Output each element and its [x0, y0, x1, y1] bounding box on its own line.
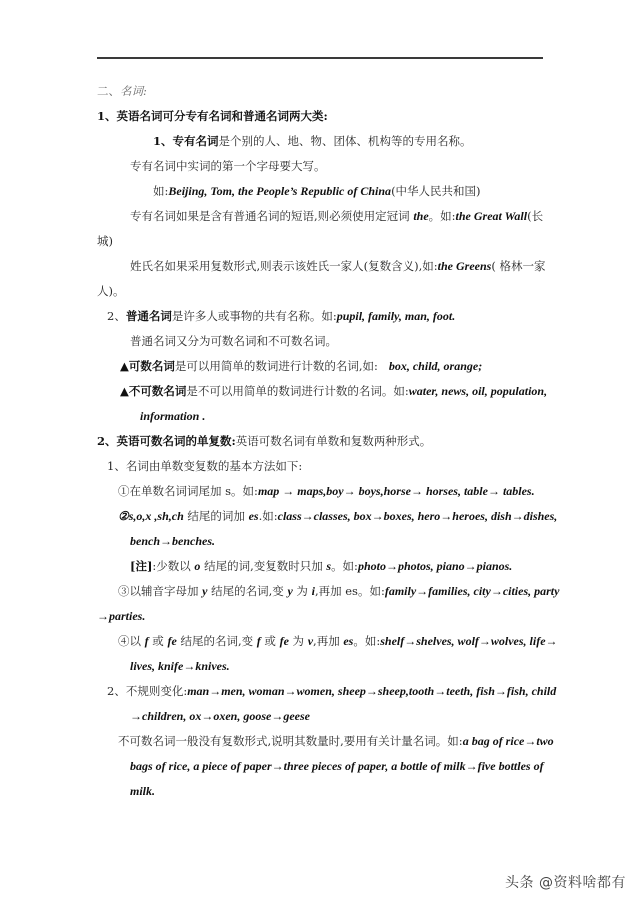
- plural-rule-2-cont: bench→benches.: [130, 534, 215, 548]
- capitalization-rule: 专有名词中实词的第一个字母要大写。: [130, 159, 326, 173]
- common-noun-definition: 2、普通名词是许多人或事物的共有名称。如:pupil, family, man, foot.: [107, 309, 456, 323]
- irregular-plurals: 2、不规则变化:man→men, woman→women, sheep→sheep,tooth→teeth, fish→fish, child: [107, 684, 557, 698]
- plural-rules-intro: 1、名词由单数变复数的基本方法如下:: [107, 459, 303, 473]
- surname-rule: 姓氏名如果采用复数形式,则表示该姓氏一家人(复数含义),如:the Greens( 格林一家: [130, 259, 546, 273]
- irregular-plurals-cont: →children, ox→oxen, goose→geese: [130, 709, 310, 723]
- triangle-bullet-icon: ▲: [120, 384, 129, 398]
- triangle-bullet-icon: ▲: [120, 359, 129, 373]
- proper-noun-label: 专有名词: [172, 134, 219, 148]
- plural-rule-4-cont: lives, knife→knives.: [130, 659, 230, 673]
- proper-noun-example: 如:Beijing, Tom, the People’s Republic of China(中华人民共和国): [153, 184, 481, 198]
- plural-rule-3: ③以辅音字母加 y 结尾的名词,变 y 为 i,再加 es。如:family→families, city→cities, party: [118, 584, 560, 598]
- uncountable-measure-cont-2: milk.: [130, 784, 156, 798]
- watermark: 头条 @资料啥都有: [505, 875, 626, 891]
- plural-rule-note: [注]:少数以 o 结尾的词,变复数时只加 s。如:photo→photos, piano→pianos.: [130, 559, 513, 573]
- heading-noun-categories: 1、英语名词可分专有名词和普通名词两大类:: [97, 109, 328, 123]
- section-name: 名词:: [120, 84, 147, 98]
- phrase-rule: 专有名词如果是含有普通名词的短语,则必须使用定冠词 the。如:the Great Wall(长: [130, 209, 544, 223]
- uncountable-examples-cont: information .: [140, 409, 206, 423]
- countable-definition: ▲可数名词是可以用简单的数词进行计数的名词,如: box, child, orange;: [120, 359, 483, 373]
- phrase-rule-cont: 城): [97, 234, 113, 248]
- plural-rule-3-cont: →parties.: [97, 609, 146, 623]
- section-number: 二、: [97, 84, 120, 98]
- uncountable-definition: ▲不可数名词是不可以用简单的数词进行计数的名词。如:water, news, oil, population,: [120, 384, 548, 398]
- plural-rule-1: ①在单数名词词尾加 s。如:map → maps,boy→ boys,horse→ horses, table→ tables.: [118, 484, 535, 498]
- header-rule: [97, 57, 543, 59]
- surname-rule-cont: 人)。: [97, 284, 125, 298]
- uncountable-measure-cont: bags of rice, a piece of paper→three pieces of paper, a bottle of milk→five bottles of: [130, 759, 544, 773]
- proper-noun-definition: 1、专有名词是个别的人、地、物、团体、机构等的专用名称。: [153, 134, 472, 148]
- heading-singular-plural: 2、英语可数名词的单复数:英语可数名词有单数和复数两种形式。: [97, 434, 432, 448]
- plural-rule-2: ②s,o,x ,sh,ch 结尾的词加 es.如:class→classes, box→boxes, hero→heroes, dish→dishes,: [118, 509, 558, 523]
- section-title: [97, 84, 147, 98]
- common-noun-label: 普通名词: [125, 309, 172, 323]
- uncountable-measure-rule: 不可数名词一般没有复数形式,说明其数量时,要用有关计量名词。如:a bag of rice→two: [118, 734, 554, 748]
- common-noun-split: 普通名词又分为可数名词和不可数名词。: [130, 334, 337, 348]
- plural-rule-4: ④以 f 或 fe 结尾的名词,变 f 或 fe 为 v,再加 es。如:shelf→shelves, wolf→wolves, life→: [118, 634, 558, 648]
